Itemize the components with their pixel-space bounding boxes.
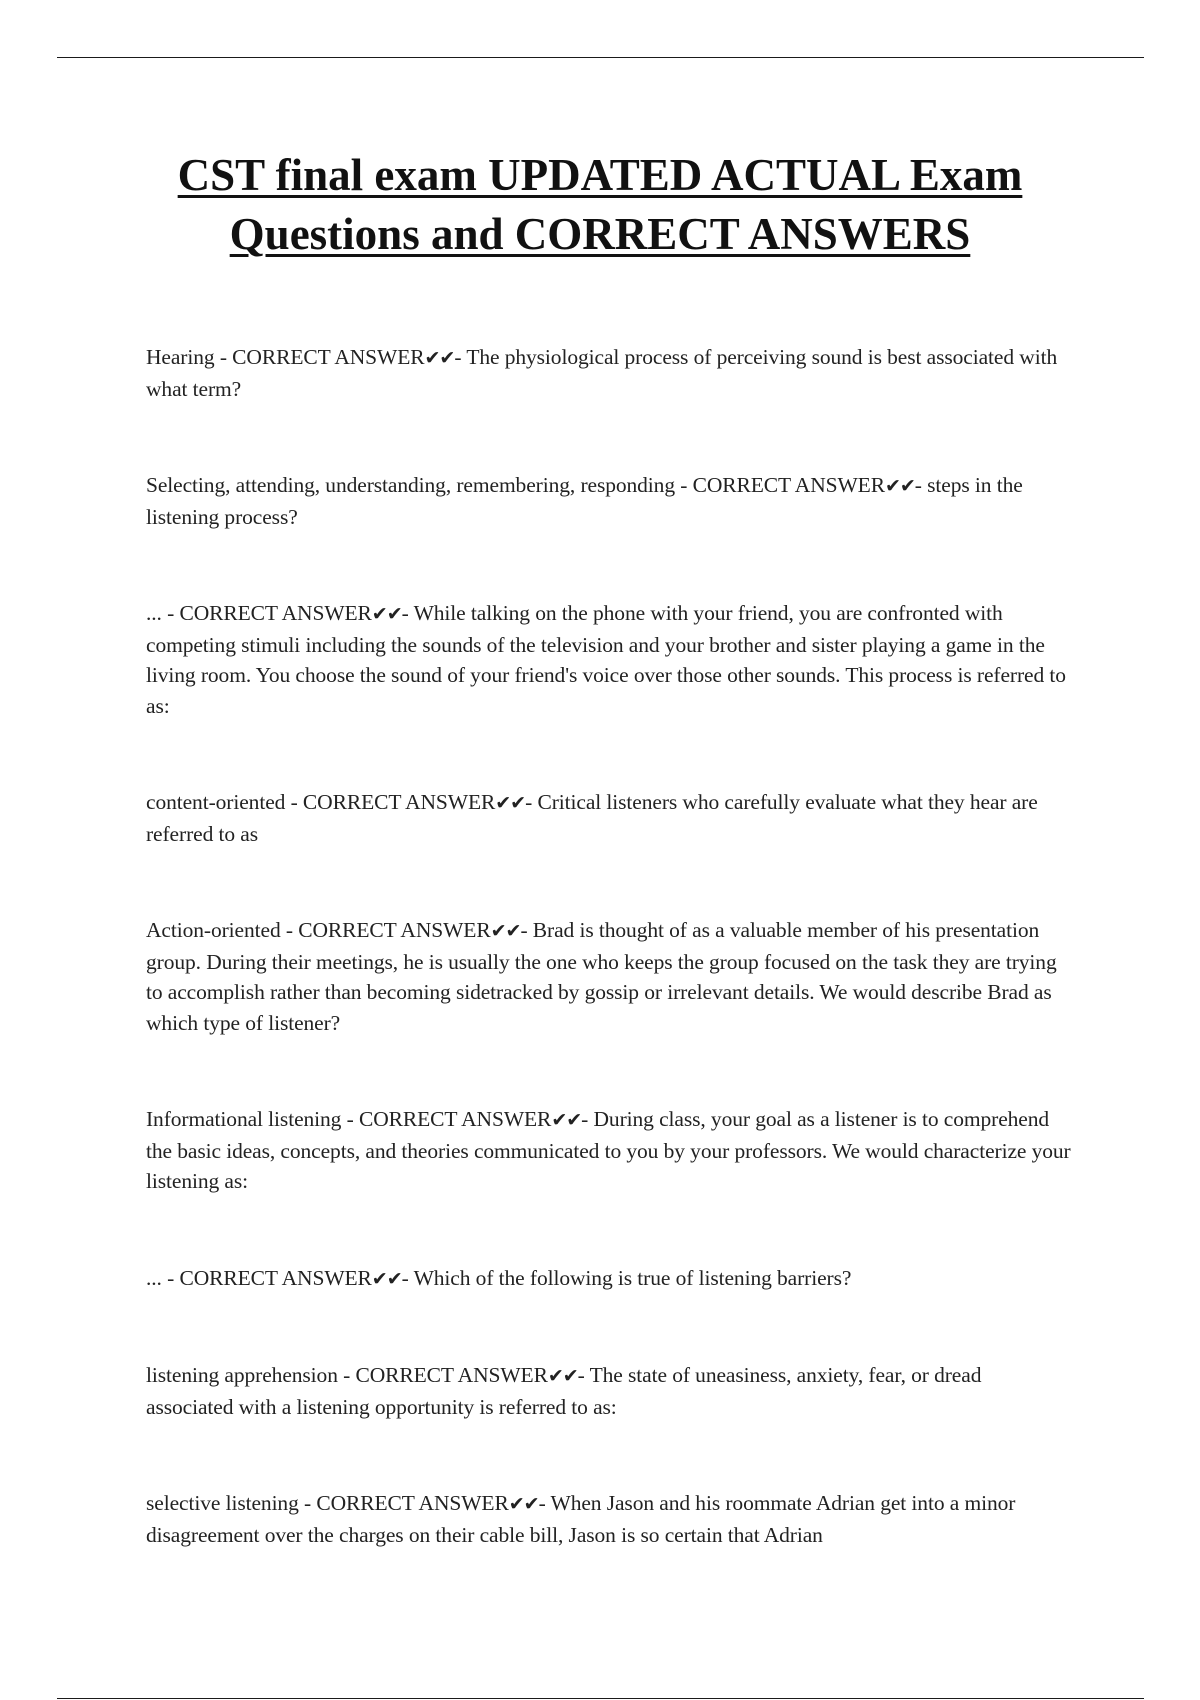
question-text: While talking on the phone with your friend, you are confronted with competing stimuli including the sounds of the television and your brother and sister playing a game in the living room. You choose the sound of your friend's voice over those other sounds. This process is referred to as:	[146, 601, 1066, 718]
question-text: Which of the following is true of listening barriers?	[413, 1265, 852, 1290]
qa-item: Hearing - CORRECT ANSWER✔✔- The physiological process of perceiving sound is best associated with what term?	[146, 345, 1058, 401]
double-check-icon: ✔✔	[490, 920, 521, 942]
question-text: Critical listeners who carefully evaluate what they hear are referred to as	[146, 790, 1038, 846]
qa-item: Action-oriented - CORRECT ANSWER✔✔- Brad is thought of as a valuable member of his presentation group. During their meetings, he is usually the one who keeps the group focused on the task they are trying to accomplish rather than becoming sidetracked by gossip or irrelevant details. We would describe Brad as which type of listener?	[146, 918, 1057, 1035]
question-text: The physiological process of perceiving sound is best associated with what term?	[146, 345, 1058, 401]
answer-marker: CORRECT ANSWER	[298, 918, 491, 942]
question-text: steps in the listening process?	[146, 473, 1023, 529]
answer-marker: CORRECT ANSWER	[179, 1265, 372, 1290]
double-check-icon: ✔✔	[371, 1267, 402, 1290]
answer-marker: CORRECT ANSWER	[692, 473, 885, 497]
answer-text: Hearing	[146, 345, 215, 369]
answer-marker: CORRECT ANSWER	[302, 790, 496, 814]
answer-marker: CORRECT ANSWER	[355, 1363, 548, 1387]
double-check-icon: ✔✔	[547, 1365, 578, 1387]
answer-text: ...	[146, 1265, 162, 1290]
double-check-icon: ✔✔	[495, 792, 526, 814]
qa-item: ... - CORRECT ANSWER✔✔- While talking on the phone with your friend, you are confronted with competing stimuli including the sounds of the television and your brother and sister playing a game in the living room. You choose the sound of your friend's voice over those other sounds. This process is referred to as:	[146, 601, 1066, 718]
answer-text: Selecting, attending, understanding, remembering, responding	[146, 473, 675, 497]
answer-text: ...	[146, 601, 162, 625]
double-check-icon: ✔✔	[551, 1109, 582, 1131]
answer-marker: CORRECT ANSWER	[232, 345, 425, 369]
answer-marker: CORRECT ANSWER	[316, 1491, 509, 1515]
qa-item: ... - CORRECT ANSWER✔✔- Which of the following is true of listening barriers?	[146, 1265, 852, 1290]
answer-marker: CORRECT ANSWER	[358, 1107, 552, 1131]
page-title: CST final exam UPDATED ACTUAL Exam Questions and CORRECT ANSWERS	[177, 150, 1023, 259]
answer-text: listening apprehension	[146, 1363, 338, 1387]
question-text: When Jason and his roommate Adrian get into a minor disagreement over the charges on their cable bill, Jason is so certain that Adrian	[146, 1491, 1016, 1547]
double-check-icon: ✔✔	[508, 1493, 539, 1515]
double-check-icon: ✔✔	[424, 347, 455, 369]
top-divider	[57, 57, 1144, 58]
double-check-icon: ✔✔	[884, 475, 915, 497]
question-text: The state of uneasiness, anxiety, fear, or dread associated with a listening opportunity is referred to as:	[146, 1363, 982, 1419]
qa-item: Informational listening - CORRECT ANSWER✔✔- During class, your goal as a listener is to comprehend the basic ideas, concepts, and theories communicated to you by your professors. We would characterize your listening as:	[146, 1107, 1071, 1193]
qa-item: content-oriented - CORRECT ANSWER✔✔- Critical listeners who carefully evaluate what they hear are referred to as	[146, 790, 1038, 846]
bottom-divider	[57, 1698, 1144, 1699]
qa-item: Selecting, attending, understanding, remembering, responding - CORRECT ANSWER✔✔- steps in the listening process?	[146, 473, 1023, 529]
answer-text: Action-oriented	[146, 918, 281, 942]
answer-text: content-oriented	[146, 790, 286, 814]
answer-text: selective listening	[146, 1491, 299, 1515]
double-check-icon: ✔✔	[371, 603, 402, 625]
answer-marker: CORRECT ANSWER	[179, 601, 372, 625]
question-text: Brad is thought of as a valuable member of his presentation group. During their meetings, he is usually the one who keeps the group focused on the task they are trying to accomplish rather than becoming sidetracked by gossip or irrelevant details. We would describe Brad as which type of listener?	[146, 918, 1057, 1035]
question-text: During class, your goal as a listener is to comprehend the basic ideas, concepts, and theories communicated to you by your professors. We would characterize your listening as:	[146, 1107, 1071, 1193]
qa-list	[146, 342, 1071, 1550]
answer-text: Informational listening	[146, 1107, 342, 1131]
qa-item: listening apprehension - CORRECT ANSWER✔✔- The state of uneasiness, anxiety, fear, or dread associated with a listening opportunity is referred to as:	[146, 1363, 982, 1419]
qa-item: selective listening - CORRECT ANSWER✔✔- When Jason and his roommate Adrian get into a minor disagreement over the charges on their cable bill, Jason is so certain that Adrian	[146, 1491, 1016, 1547]
